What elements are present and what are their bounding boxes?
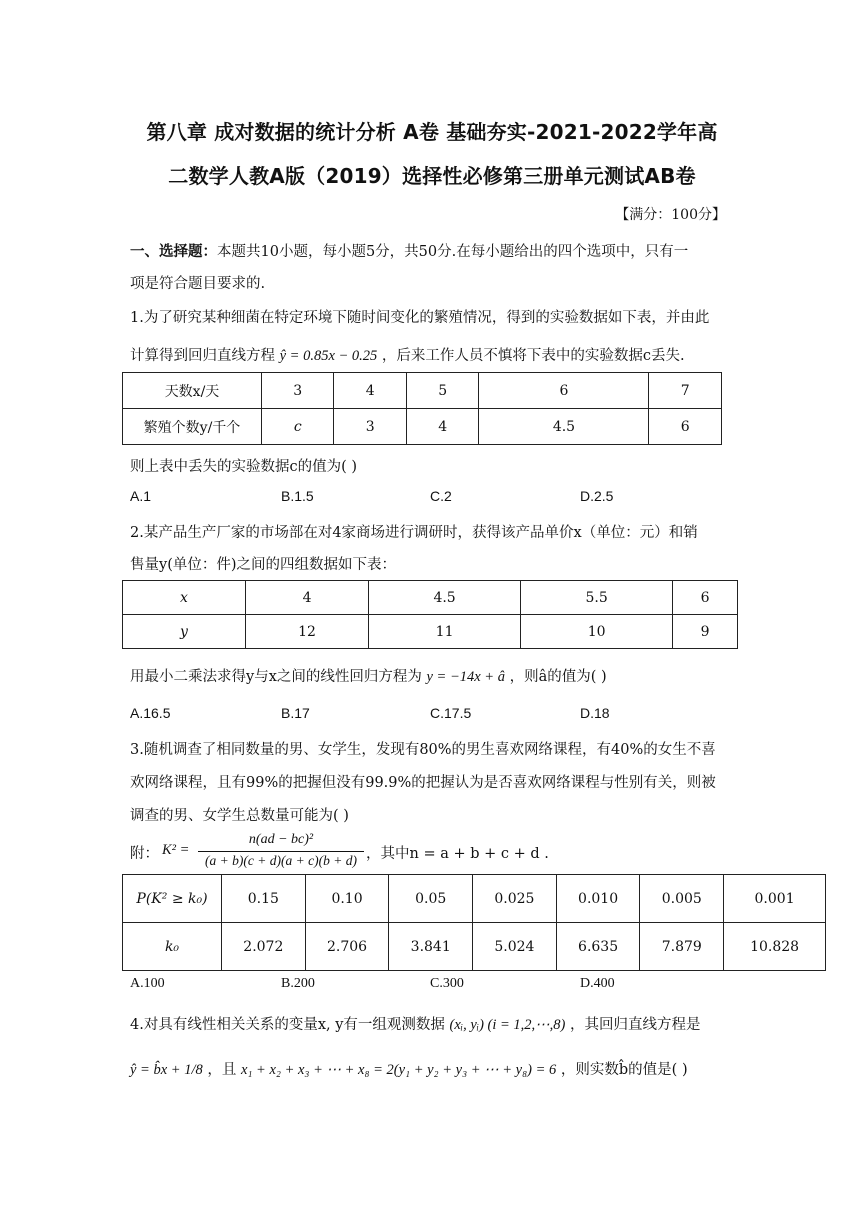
table-cell: 天数x/天 — [123, 373, 262, 409]
q4-line2-post: ，则实数b̂的值是( ) — [560, 1062, 688, 1078]
q2-stem-post: ，则â的值为( ) — [509, 669, 607, 685]
table-cell: 6 — [649, 409, 722, 445]
q2-option-a: A.16.5 — [130, 705, 171, 721]
section-heading — [130, 240, 688, 261]
table-cell: y — [123, 615, 246, 649]
table-cell: x — [123, 581, 246, 615]
q2-line2: 售量y(单位：件)之间的四组数据如下表： — [130, 557, 397, 573]
q2-stem — [130, 665, 607, 686]
table-cell: 0.05 — [389, 875, 473, 923]
q2-option-b: B.17 — [281, 705, 310, 721]
q1-stem: 则上表中丢失的实验数据c的值为( ) — [130, 459, 358, 475]
q2-line1: 2.某产品生产厂家的市场部在对4家商场进行调研时，获得该产品单价x（单位：元）和销 — [130, 525, 698, 541]
q3-formula-k: K² = — [162, 842, 190, 858]
q4-equation: ŷ = b̂x + 1/8 — [130, 1062, 203, 1078]
table-row — [123, 875, 826, 923]
table-cell: 4 — [334, 373, 406, 409]
q3-note-label: 附： — [130, 846, 159, 862]
section-heading-label: 一、选择题： — [130, 243, 217, 260]
q3-line1: 3.随机调查了相同数量的男、女学生，发现有80%的男生喜欢网络课程，有40%的女生不喜 — [130, 742, 716, 758]
q1-option-b: B.1.5 — [281, 488, 314, 504]
q3-line3: 调查的男、女学生总数量可能为( ) — [130, 808, 349, 824]
q1-table — [122, 372, 722, 445]
table-cell: 0.15 — [222, 875, 306, 923]
table-cell: 3 — [334, 409, 406, 445]
table-cell: 4 — [246, 581, 369, 615]
table-cell: 6.635 — [556, 923, 640, 971]
table-cell: 6 — [479, 373, 649, 409]
table-cell: 2.706 — [305, 923, 389, 971]
q2-stem-pre: 用最小二乘法求得y与x之间的线性回归方程为 — [130, 669, 422, 685]
q3-formula-bar — [198, 851, 364, 852]
q1-option-c: C.2 — [430, 488, 452, 504]
table-cell: 10.828 — [724, 923, 826, 971]
table-cell: 11 — [369, 615, 521, 649]
table-row — [123, 409, 722, 445]
q1-line2-pre: 计算得到回归直线方程 — [130, 348, 275, 364]
q3-option-b: B.200 — [281, 976, 315, 991]
q4-line2-mid: ，且 — [207, 1062, 237, 1078]
q1-line2 — [130, 344, 685, 365]
q1-line2-post: ，后来工作人员不慎将下表中的实验数据c丢失. — [381, 348, 685, 364]
table-row — [123, 615, 738, 649]
q3-option-c: C.300 — [430, 976, 464, 991]
table-cell: 7 — [649, 373, 722, 409]
table-row — [123, 923, 826, 971]
table-cell: 繁殖个数y/千个 — [123, 409, 262, 445]
q1-line1: 1.为了研究某种细菌在特定环境下随时间变化的繁殖情况，得到的实验数据如下表，并由此 — [130, 310, 710, 326]
table-cell: 2.072 — [222, 923, 306, 971]
table-row — [123, 581, 738, 615]
table-cell: 0.10 — [305, 875, 389, 923]
q4-condition: x₁ + x₂ + x₃ + ⋯ + x₈ = 2(y₁ + y₂ + y₃ + ⋯ + y₈) = 6 — [240, 1062, 557, 1078]
table-cell: 0.010 — [556, 875, 640, 923]
table-cell: 5 — [406, 373, 478, 409]
q2-table — [122, 580, 738, 649]
table-cell: 12 — [246, 615, 369, 649]
table-cell: 7.879 — [640, 923, 724, 971]
page-title-line1: 第八章 成对数据的统计分析 A卷 基础夯实-2021-2022学年高 — [146, 120, 718, 144]
table-row — [123, 373, 722, 409]
q1-option-a: A.1 — [130, 488, 152, 504]
q3-formula-denominator: (a + b)(c + d)(a + c)(b + d) — [205, 853, 357, 868]
table-cell: 4.5 — [479, 409, 649, 445]
q3-table — [122, 874, 826, 971]
q3-option-a: A.100 — [130, 976, 165, 991]
q4-line1-post: ，其回归直线方程是 — [569, 1017, 701, 1033]
q2-equation: y = −14x + â — [426, 669, 505, 685]
table-cell: 5.5 — [521, 581, 673, 615]
table-cell: 10 — [521, 615, 673, 649]
full-score: 【满分：100分】 — [615, 207, 726, 223]
q4-line2 — [130, 1058, 688, 1079]
q3-note-post: ，其中n = a + b + c + d . — [366, 846, 549, 862]
q1-option-d: D.2.5 — [580, 488, 614, 504]
table-cell: 4.5 — [369, 581, 521, 615]
table-cell: 0.025 — [473, 875, 557, 923]
table-cell: 3.841 — [389, 923, 473, 971]
q2-option-d: D.18 — [580, 705, 610, 721]
table-cell: P(K² ≥ k₀) — [123, 875, 222, 923]
table-cell: 4 — [406, 409, 478, 445]
table-cell: 0.001 — [724, 875, 826, 923]
q3-option-d: D.400 — [580, 976, 615, 991]
section-description-cont: 项是符合题目要求的. — [130, 276, 266, 292]
q4-line1-pre: 4.对具有线性相关关系的变量x, y有一组观测数据 — [130, 1017, 445, 1033]
table-cell: 3 — [262, 373, 334, 409]
q4-data: (xᵢ, yᵢ) (i = 1,2,⋯,8) — [449, 1017, 566, 1033]
q1-equation: ŷ = 0.85x − 0.25 — [279, 348, 378, 364]
page-title-line2: 二数学人教A版（2019）选择性必修第三册单元测试AB卷 — [168, 164, 696, 188]
table-cell: 5.024 — [473, 923, 557, 971]
table-cell: 9 — [673, 615, 738, 649]
table-cell: k₀ — [123, 923, 222, 971]
q3-line2: 欢网络课程，且有99%的把握但没有99.9%的把握认为是否喜欢网络课程与性别有关，则被 — [130, 775, 716, 791]
section-description: 本题共10小题，每小题5分，共50分.在每小题给出的四个选项中，只有一 — [217, 244, 689, 260]
table-cell: 0.005 — [640, 875, 724, 923]
q4-line1 — [130, 1013, 700, 1034]
q2-option-c: C.17.5 — [430, 705, 472, 721]
q3-formula-numerator: n(ad − bc)² — [248, 832, 314, 847]
table-cell: 6 — [673, 581, 738, 615]
table-cell: c — [262, 409, 334, 445]
